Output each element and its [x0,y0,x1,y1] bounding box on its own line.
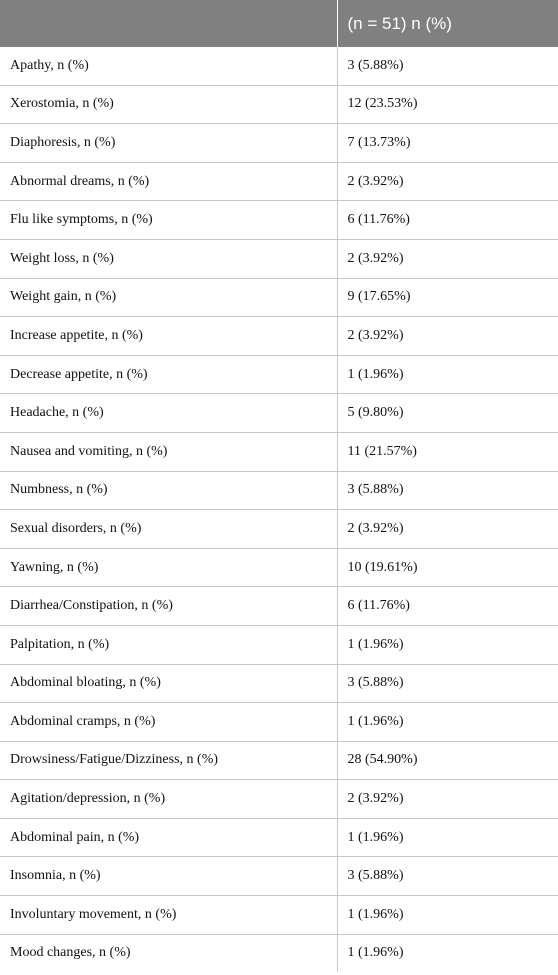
count-cell: 2 (3.92%) [337,162,558,201]
count-cell: 11 (21.57%) [337,432,558,471]
count-cell: 6 (11.76%) [337,587,558,626]
symptom-cell: Sexual disorders, n (%) [0,510,337,549]
count-cell: 3 (5.88%) [337,47,558,85]
symptom-cell: Agitation/depression, n (%) [0,780,337,819]
symptom-cell: Drowsiness/Fatigue/Dizziness, n (%) [0,741,337,780]
count-cell: 7 (13.73%) [337,124,558,163]
count-cell: 5 (9.80%) [337,394,558,433]
symptom-cell: Insomnia, n (%) [0,857,337,896]
table-row [0,317,558,356]
table-row [0,780,558,819]
symptom-cell: Abdominal cramps, n (%) [0,703,337,742]
symptom-cell: Palpitation, n (%) [0,625,337,664]
count-cell: 10 (19.61%) [337,548,558,587]
table-row [0,278,558,317]
symptom-cell: Increase appetite, n (%) [0,317,337,356]
table-row [0,47,558,85]
symptom-cell: Xerostomia, n (%) [0,85,337,124]
symptom-cell: Involuntary movement, n (%) [0,896,337,935]
count-cell: 3 (5.88%) [337,471,558,510]
table-row [0,703,558,742]
count-cell: 12 (23.53%) [337,85,558,124]
symptom-cell: Apathy, n (%) [0,47,337,85]
count-cell: 1 (1.96%) [337,818,558,857]
symptom-cell: Nausea and vomiting, n (%) [0,432,337,471]
symptom-cell: Diarrhea/Constipation, n (%) [0,587,337,626]
table-row [0,896,558,935]
table-row [0,934,558,972]
table-row [0,124,558,163]
count-cell: 28 (54.90%) [337,741,558,780]
symptom-cell: Numbness, n (%) [0,471,337,510]
table-row [0,664,558,703]
count-cell: 2 (3.92%) [337,780,558,819]
header-cell-count: (n = 51) n (%) [337,0,558,47]
table-row [0,625,558,664]
symptom-cell: Diaphoresis, n (%) [0,124,337,163]
count-cell: 6 (11.76%) [337,201,558,240]
table-row [0,394,558,433]
symptom-cell: Abnormal dreams, n (%) [0,162,337,201]
symptom-cell: Yawning, n (%) [0,548,337,587]
count-cell: 1 (1.96%) [337,896,558,935]
table-row [0,587,558,626]
count-cell: 2 (3.92%) [337,510,558,549]
symptom-cell: Abdominal pain, n (%) [0,818,337,857]
table-body [0,47,558,972]
table-row [0,239,558,278]
table-header [0,0,558,47]
symptom-cell: Headache, n (%) [0,394,337,433]
symptom-cell: Abdominal bloating, n (%) [0,664,337,703]
count-cell: 2 (3.92%) [337,239,558,278]
table-row [0,162,558,201]
table-row [0,201,558,240]
table-row [0,548,558,587]
count-cell: 2 (3.92%) [337,317,558,356]
count-cell: 1 (1.96%) [337,355,558,394]
count-cell: 3 (5.88%) [337,664,558,703]
table-row [0,857,558,896]
symptom-cell: Weight gain, n (%) [0,278,337,317]
count-cell: 1 (1.96%) [337,703,558,742]
table-row [0,432,558,471]
header-cell-symptom [0,0,337,47]
header-row [0,0,558,47]
count-cell: 3 (5.88%) [337,857,558,896]
count-cell: 1 (1.96%) [337,625,558,664]
symptom-cell: Weight loss, n (%) [0,239,337,278]
symptom-cell: Mood changes, n (%) [0,934,337,972]
table-row [0,818,558,857]
symptom-cell: Flu like symptoms, n (%) [0,201,337,240]
count-cell: 1 (1.96%) [347,945,404,961]
table-row [0,471,558,510]
table-row [0,510,558,549]
symptom-cell: Decrease appetite, n (%) [0,355,337,394]
table-row [0,355,558,394]
count-cell: 9 (17.65%) [337,278,558,317]
table-row [0,741,558,780]
table-row [0,85,558,124]
